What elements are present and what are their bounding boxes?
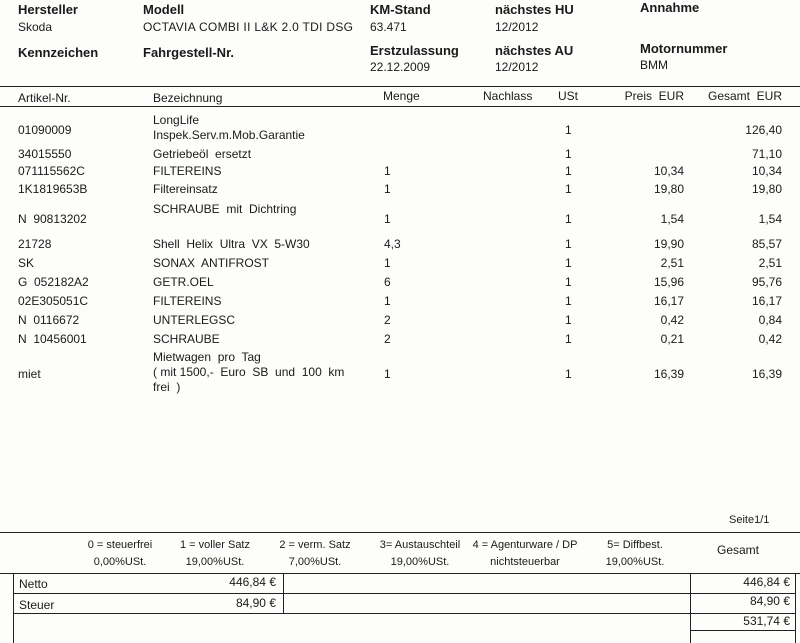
col-nachlass: Nachlass xyxy=(483,89,533,103)
fahrgestell-label: Fahrgestell-Nr. xyxy=(143,45,235,60)
preis: 19,90 xyxy=(653,237,684,251)
gesamt: 2,51 xyxy=(758,256,782,270)
preis: 1,54 xyxy=(660,212,684,226)
bezeichnung: SONAX ANTIFROST xyxy=(153,256,270,270)
table-top-rule xyxy=(0,86,800,87)
bezeichnung: Shell Helix Ultra VX 5-W30 xyxy=(153,237,310,251)
artikel-nr: N 10456001 xyxy=(18,332,87,346)
ust: 1 xyxy=(565,294,572,308)
tax-rate-code: 0 = steuerfrei xyxy=(87,539,153,551)
menge: 1 xyxy=(384,212,391,226)
annahme-label: Annahme xyxy=(640,0,700,15)
menge: 1 xyxy=(384,367,391,381)
gesamt: 16,17 xyxy=(751,294,782,308)
menge: 1 xyxy=(384,164,391,178)
bezeichnung: GETR.OEL xyxy=(153,275,214,289)
tax-rate-code: 1 = voller Satz xyxy=(179,539,250,551)
netto-gesamt: 446,84 € xyxy=(743,575,790,589)
tax-rate-code: 2 = verm. Satz xyxy=(279,539,351,551)
hu-label: nächstes HU xyxy=(495,2,574,17)
footer-right-border xyxy=(795,573,796,643)
preis: 2,51 xyxy=(660,256,684,270)
ust: 1 xyxy=(565,123,572,137)
artikel-nr: 1K1819653B xyxy=(18,182,88,196)
modell-value: OCTAVIA COMBI II L&K 2.0 TDI DSG xyxy=(143,20,354,34)
footer-header-rule xyxy=(0,573,800,574)
menge: 4,3 xyxy=(384,237,401,251)
kennzeichen-label: Kennzeichen xyxy=(18,45,99,60)
hersteller-label: Hersteller xyxy=(18,2,78,17)
gesamt: 126,40 xyxy=(745,123,782,137)
col-bezeichnung: Bezeichnung xyxy=(153,91,223,105)
gesamt: 0,84 xyxy=(758,313,782,327)
bezeichnung: SCHRAUBE mit Dichtring xyxy=(153,202,297,216)
total-rule xyxy=(690,630,796,631)
bezeichnung: Inspek.Serv.m.Mob.Garantie xyxy=(153,128,305,142)
artikel-nr: N 0116672 xyxy=(18,313,80,327)
artikel-nr: 071115562C xyxy=(18,164,85,178)
gesamt-label: Gesamt xyxy=(717,543,760,557)
bezeichnung: Getriebeöl ersetzt xyxy=(153,147,252,161)
motor-label: Motornummer xyxy=(640,41,728,56)
tax-rate-percent: 19,00%USt. xyxy=(605,556,665,568)
tax-rate-code: 5= Diffbest. xyxy=(607,539,663,551)
tax-rate-column xyxy=(465,539,585,569)
tax-rate-column xyxy=(70,539,170,569)
preis: 10,34 xyxy=(653,164,684,178)
netto-rule xyxy=(13,593,796,594)
bezeichnung: SCHRAUBE xyxy=(153,332,220,346)
menge: 6 xyxy=(384,275,391,289)
ust: 1 xyxy=(565,212,572,226)
artikel-nr: 02E305051C xyxy=(18,294,89,308)
steuer-rule xyxy=(13,613,796,614)
netto-label: Netto xyxy=(19,577,48,591)
artikel-nr: 01090009 xyxy=(18,123,72,137)
gesamt: 71,10 xyxy=(751,147,782,161)
au-value: 12/2012 xyxy=(495,60,539,74)
artikel-nr: SK xyxy=(18,256,35,270)
artikel-nr: miet xyxy=(18,367,41,381)
menge: 2 xyxy=(384,313,391,327)
ust: 1 xyxy=(565,237,572,251)
bezeichnung: FILTEREINS xyxy=(153,294,222,308)
menge: 1 xyxy=(384,256,391,270)
ust: 1 xyxy=(565,182,572,196)
artikel-nr: N 90813202 xyxy=(18,212,87,226)
tax-rate-percent: 19,00%USt. xyxy=(390,556,450,568)
netto-voll: 446,84 € xyxy=(229,575,276,589)
preis: 0,42 xyxy=(660,313,684,327)
gesamt: 95,76 xyxy=(751,275,782,289)
preis: 16,39 xyxy=(653,367,684,381)
tax-rate-code: 3= Austauschteil xyxy=(379,539,461,551)
tax-rate-column xyxy=(585,539,685,569)
ust: 1 xyxy=(565,275,572,289)
footer-top-rule xyxy=(0,532,800,533)
tax-rate-column xyxy=(165,539,265,569)
tax-rate-column xyxy=(265,539,365,569)
bezeichnung: frei ) xyxy=(153,380,181,394)
page-number: Seite1/1 xyxy=(729,514,770,526)
modell-label: Modell xyxy=(143,2,185,17)
hu-value: 12/2012 xyxy=(495,20,539,34)
menge: 2 xyxy=(384,332,391,346)
artikel-nr: 34015550 xyxy=(18,147,72,161)
bezeichnung: FILTEREINS xyxy=(153,164,222,178)
erstzulassung-value: 22.12.2009 xyxy=(370,60,431,74)
col-preis: Preis EUR xyxy=(624,89,684,103)
bezeichnung: Filtereinsatz xyxy=(153,182,218,196)
km-value: 63.471 xyxy=(370,20,407,34)
preis: 19,80 xyxy=(653,182,684,196)
ust: 1 xyxy=(565,367,572,381)
artikel-nr: G 052182A2 xyxy=(18,275,89,289)
bezeichnung: ( mit 1500,- Euro SB und 100 km xyxy=(153,365,345,379)
col-artikel: Artikel-Nr. xyxy=(18,91,71,105)
gesamt: 85,57 xyxy=(751,237,782,251)
col-menge: Menge xyxy=(383,89,420,103)
gesamt: 16,39 xyxy=(751,367,782,381)
col-gesamt: Gesamt EUR xyxy=(707,89,782,103)
preis: 15,96 xyxy=(653,275,684,289)
tax-rate-column xyxy=(365,539,475,569)
hersteller-value: Skoda xyxy=(18,20,53,34)
ust: 1 xyxy=(565,332,572,346)
motor-value: BMM xyxy=(640,58,668,72)
tax-rate-percent: nichtsteuerbar xyxy=(490,556,560,568)
ust: 1 xyxy=(565,313,572,327)
ust: 1 xyxy=(565,256,572,270)
tax-rate-percent: 7,00%USt. xyxy=(288,556,342,568)
gesamt: 1,54 xyxy=(758,212,782,226)
artikel-nr: 21728 xyxy=(18,237,52,251)
steuer-gesamt: 84,90 € xyxy=(749,594,790,608)
tax-rate-code: 4 = Agenturware / DP xyxy=(472,539,578,551)
bezeichnung: UNTERLEGSC xyxy=(153,313,236,327)
steuer-voll: 84,90 € xyxy=(235,596,276,610)
preis: 16,17 xyxy=(653,294,684,308)
gesamt: 10,34 xyxy=(751,164,782,178)
menge: 1 xyxy=(384,182,391,196)
ust: 1 xyxy=(565,147,572,161)
gesamt: 19,80 xyxy=(751,182,782,196)
col-ust: USt xyxy=(558,89,579,103)
steuer-label: Steuer xyxy=(19,598,55,612)
ust: 1 xyxy=(565,164,572,178)
erstzulassung-label: Erstzulassung xyxy=(370,43,459,58)
tax-rate-percent: 0,00%USt. xyxy=(93,556,147,568)
tax-rate-percent: 19,00%USt. xyxy=(185,556,245,568)
preis: 0,21 xyxy=(660,332,684,346)
au-label: nächstes AU xyxy=(495,43,574,58)
footer-left-border xyxy=(13,573,14,643)
menge: 1 xyxy=(384,294,391,308)
bezeichnung: LongLife xyxy=(153,113,200,127)
table-header-rule xyxy=(0,106,800,107)
gesamt: 0,42 xyxy=(758,332,782,346)
km-label: KM-Stand xyxy=(370,2,431,17)
bezeichnung: Mietwagen pro Tag xyxy=(153,350,261,364)
total-amount: 531,74 € xyxy=(743,614,790,628)
